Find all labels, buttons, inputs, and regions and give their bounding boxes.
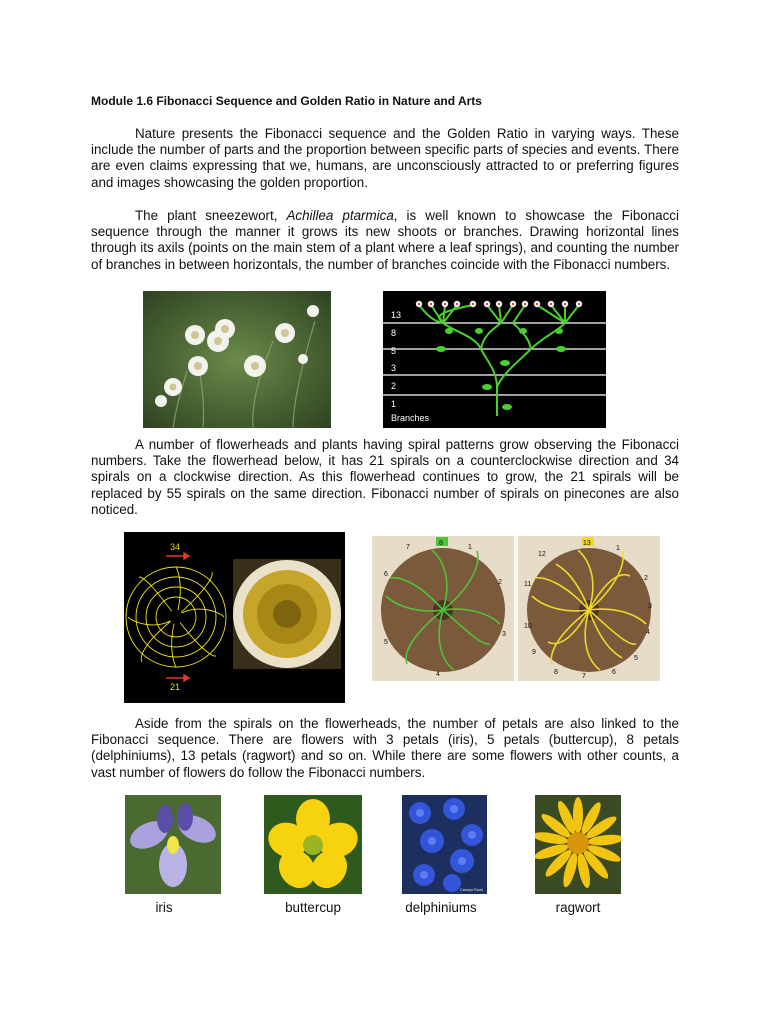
pinecone-right-number: 11 [524,581,532,588]
pinecone-left-number: 2 [498,579,502,586]
pinecone-right-badge: 13 [583,540,591,547]
ragwort-photo [535,795,621,894]
paragraph-nature-intro: Nature presents the Fibonacci sequence and the Golden Ratio in varying ways. These include the number of parts and the proportion between specific parts of species and events. There are even claims expressing that we, humans, are unconsciously attracted to or preferring figures and images showcasing the golden proportion. [91,126,679,190]
pinecone-left-number: 4 [436,671,440,678]
pinecone-right-number: 12 [538,551,546,558]
caption-iris: iris [155,900,173,915]
pinecone-left-number: 3 [502,631,506,638]
caption-delphiniums: delphiniums [405,900,477,915]
flowerhead-spiral-figure [124,532,345,703]
pinecone-left-badge: 8 [439,540,443,547]
pinecone-right-number: 2 [644,575,648,582]
pinecone-right-number: 1 [616,545,620,552]
iris-photo [125,795,221,894]
pinecone-right-number: 8 [554,669,558,676]
pinecone-right-number: 4 [646,629,650,636]
paragraph-spirals: A number of flowerheads and plants having spiral patterns grow observing the Fibonacci numbers. Take the flowerhead below, it has 21 spirals on a counterclockwise direction and 34 spirals on a clockwise direction. As this flowerhead continues to grow, the 21 spirals will be replaced by 55 spirals on the same direction. Fibonacci number of spirals on pinecones are also noticed. [91,437,679,517]
module-heading: Module 1.6 Fibonacci Sequence and Golden Ratio in Nature and Arts [91,94,482,108]
pinecone-right-number: 5 [634,655,638,662]
pinecone-right-number: 6 [612,669,616,676]
pinecone-left-number: 5 [384,639,388,646]
row-label-8: 8 [391,328,397,338]
caption-buttercup: buttercup [285,900,341,915]
paragraph-sneezewort [91,208,679,273]
row-label-2: 2 [391,381,397,391]
pinecone-right-number: 3 [648,603,652,610]
row-label-1: 1 [391,399,397,409]
caption-ragwort: ragwort [555,900,601,915]
buttercup-photo [264,795,362,894]
species-name: Achillea ptarmica [286,208,394,223]
photo-credit: Carolyn Rook [460,888,484,892]
paragraph-sneezewort-text-end: , is well known to showcase the Fibonacci sequence through the manner it grows its new shoots or branches. Drawing horizontal lines through its axils (points on the main stem of a plant where a leaf springs), and counting the number of branches in between horizontals, the number of branches coincide with the Fibonacci numbers. [91,208,679,272]
sneezewort-branch-diagram [383,291,606,428]
row-label-5: 5 [391,346,397,356]
pinecone-left-number: 7 [406,544,410,551]
sneezewort-photo [143,291,331,428]
row-label-13: 13 [391,310,402,320]
pinecone-left-number: 6 [384,571,388,578]
pinecone-right-number: 9 [532,649,536,656]
row-label-3: 3 [391,363,397,373]
spiral-count-34: 34 [170,542,181,552]
delphiniums-photo [402,795,487,894]
pinecone-right-number: 7 [582,673,586,680]
pinecone-left-number: 1 [468,544,472,551]
paragraph-petals: Aside from the spirals on the flowerheads, the number of petals are also linked to the Fibonacci sequence. There are flowers with 3 petals (iris), 5 petals (buttercup), 8 petals (delphiniums), 13 petals (ragwort) and so on. While there are some flowers with other counts, a vast number of flowers do follow the Fibonacci numbers. [91,716,679,780]
spiral-count-21: 21 [170,682,181,692]
paragraph-sneezewort-text-start: The plant sneezewort, [135,208,287,223]
branches-label: Branches [391,413,430,423]
pinecone-right-number: 10 [524,623,532,630]
pinecone-spirals-figure [372,536,660,681]
